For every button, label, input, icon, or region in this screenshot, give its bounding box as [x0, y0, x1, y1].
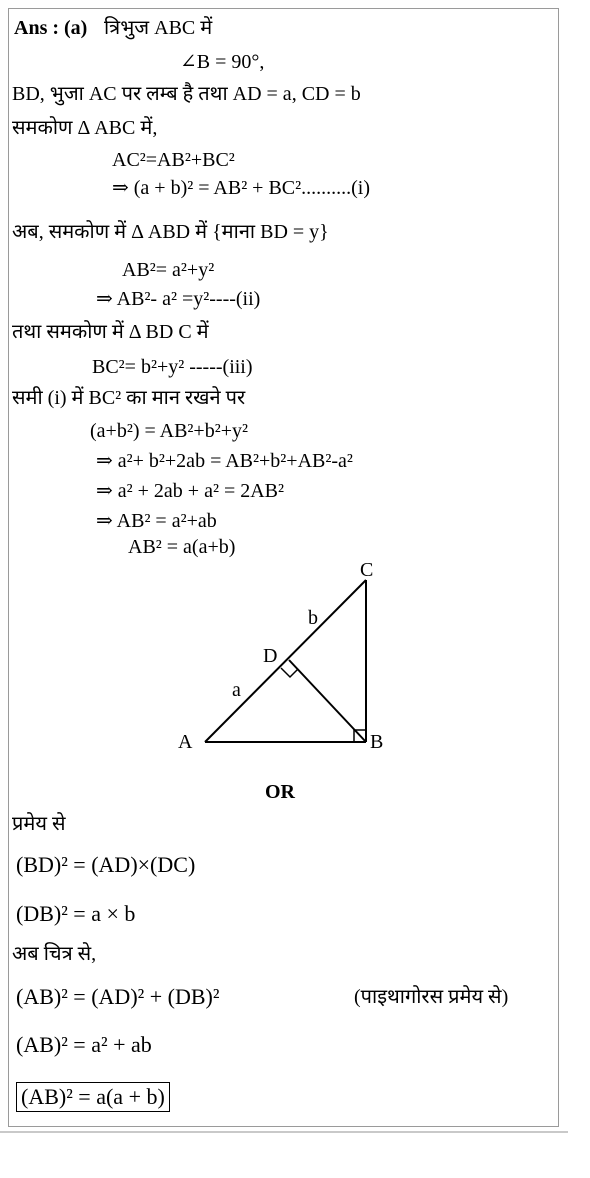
equation-ab: AB²= a²+y² [122, 259, 215, 281]
substitution-text: समी (i) में BC² का मान रखने पर [12, 387, 246, 409]
perpendicular-statement: BD, भुजा AC पर लम्ब है तथा AD = a, CD = b [12, 83, 361, 105]
final-answer-box: (AB)² = a(a + b) [16, 1082, 170, 1112]
or-divider: OR [265, 781, 295, 803]
step-2: ⇒ a²+ b²+2ab = AB²+b²+AB²-a² [96, 450, 353, 472]
alt-equation-3: (AB)² = (AD)² + (DB)² [16, 984, 220, 1009]
label-side-b: b [308, 607, 318, 629]
vertex-c: C [360, 559, 374, 581]
equation-ii: ⇒ AB²- a² =y²----(ii) [96, 288, 261, 310]
pythagoras-note: (पाइथागोरस प्रमेय से) [354, 986, 509, 1008]
step-4: ⇒ AB² = a²+ab [96, 510, 217, 532]
vertex-b: B [370, 731, 384, 753]
right-angle-mark-d [281, 668, 298, 677]
step-1: (a+b²) = AB²+b²+y² [90, 420, 248, 442]
angle-statement: ∠B = 90°, [180, 51, 265, 73]
right-triangle-abd: अब, समकोण में Δ ABD में {माना BD = y} [12, 221, 329, 243]
label-side-a: a [232, 679, 241, 701]
equation-ac: AC²=AB²+BC² [112, 149, 235, 171]
equation-iii: BC²= b²+y² -----(iii) [92, 356, 253, 378]
answer-label: Ans : (a) [14, 17, 88, 39]
alt-equation-1: (BD)² = (AD)×(DC) [16, 852, 196, 877]
point-d: D [263, 645, 278, 667]
right-triangle-bdc: तथा समकोण में Δ BD C में [12, 321, 209, 343]
page-divider [0, 1131, 568, 1133]
from-figure-text: अब चित्र से, [12, 943, 97, 965]
step-5: AB² = a(a+b) [128, 536, 236, 558]
right-triangle-abc: समकोण Δ ABC में, [12, 117, 158, 139]
equation-i: ⇒ (a + b)² = AB² + BC²..........(i) [112, 177, 371, 199]
alt-equation-4: (AB)² = a² + ab [16, 1032, 152, 1057]
intro-text: त्रिभुज ABC में [104, 17, 213, 39]
alt-equation-2: (DB)² = a × b [16, 901, 136, 926]
theorem-text: प्रमेय से [12, 813, 66, 835]
triangle-figure [170, 550, 410, 760]
vertex-a: A [178, 731, 193, 753]
step-3: ⇒ a² + 2ab + a² = 2AB² [96, 480, 284, 502]
